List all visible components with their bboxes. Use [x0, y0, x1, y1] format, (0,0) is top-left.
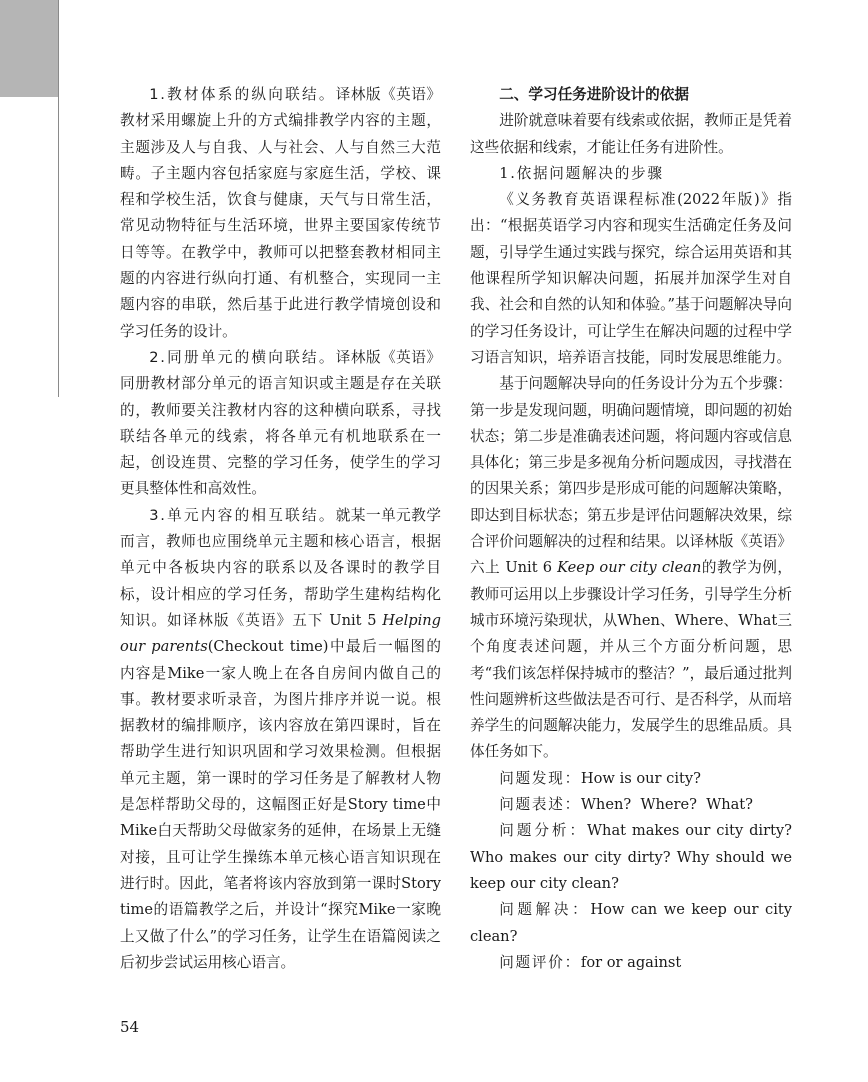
task-item: [470, 818, 792, 897]
unit-title: Keep our city clean: [557, 559, 702, 577]
task-label: 问题评价：: [499, 953, 581, 971]
paragraph-five-steps: [470, 371, 792, 765]
paragraph-lead: 2.同册单元的横向联结。: [149, 348, 336, 366]
paragraph-horizontal-link: [120, 345, 441, 503]
task-item: [470, 792, 792, 818]
section-title: 二、学习任务进阶设计的依据: [499, 86, 689, 103]
task-item: [470, 950, 792, 976]
right-column: [470, 82, 792, 976]
page-number: 54: [120, 1018, 140, 1036]
task-label: 问题发现：: [499, 769, 581, 787]
paragraph-text: (Checkout time)中最后一幅图的内容是Mike一家人晚上在各自房间内做自己的事。教材要求听录音，为图片排序并说一说。根据教材的编排顺序，该内容放在第四课时，旨在帮助学生进行知识巩固和学习效果检测。但根据单元主题，第一课时的学习任务是了解教材人物是怎样帮助父母的，这幅图正好是Story time中Mike白天帮助父母做家务的延伸，在场景上无缝对接，且可让学生操练本单元核心语言知识现在进行时。因此，笔者将该内容放到第一课时Story time的语篇教学之后，并设计“探究Mike一家晚上又做了什么”的学习任务，让学生在语篇阅读之后初步尝试运用核心语言。: [120, 638, 441, 971]
task-label: 问题表述：: [499, 796, 581, 814]
paragraph-lead: 1.教材体系的纵向联结。: [149, 86, 336, 103]
page-margin-rule: [58, 0, 59, 397]
paragraph-lead: 3.单元内容的相互联结。: [149, 506, 336, 524]
paragraph-text: 译林版《英语》教材采用螺旋上升的方式编排教学内容的主题，主题涉及人与自我、人与社会、人与自然三大范畴。子主题内容包括家庭与家庭生活，学校、课程和学校生活，饮食与健康，天气与日常生活，常见动物特征与生活环境，世界主要国家传统节日等等。在教学中，教师可以把整套教材相同主题的内容进行纵向打通、有机整合，实现同一主题内容的串联，然后基于此进行教学情境创设和学习任务的设计。: [120, 86, 441, 340]
left-column: [120, 82, 441, 976]
subsection-title: 1.依据问题解决的步骤: [499, 164, 664, 182]
unit-title: Helping our parents: [120, 611, 441, 656]
paragraph-standard-quote: 《义务教育英语课程标准(2022年版)》指出：“根据英语学习内容和现实生活确定任务及问题，引导学生通过实践与探究，综合运用英语和其他课程所学知识解决问题，拓展并加深学生对自我、社会和自然的认知和体验。”基于问题解决导向的学习任务设计，可让学生在解决问题的过程中学习语言知识，培养语言技能，同时发展思维能力。: [470, 191, 792, 366]
page-corner-tab: [0, 0, 58, 97]
task-item: [470, 766, 792, 792]
task-text: for or against: [580, 953, 682, 971]
paragraph-text: 的教学为例，教师可运用以上步骤设计学习任务，引导学生分析城市环境污染现状，从When、Where、What三个角度表述问题，并从三个方面分析问题，思考“我们该怎样保持城市的整洁？”，最后通过批判性问题辨析这些做法是否可行、是否科学，从而培养学生的问题解决能力，发展学生的思维品质。具体任务如下。: [470, 559, 792, 761]
paragraph-intro: 进阶就意味着要有线索或依据，教师正是凭着这些依据和线索，才能让任务有进阶性。: [470, 112, 792, 156]
task-text: How can we keep our city clean?: [470, 901, 792, 945]
task-item: [470, 897, 792, 950]
task-text: What makes our city dirty? Who makes our city dirty? Why should we keep our city clean?: [470, 822, 793, 892]
paragraph-text: 就某一单元教学而言，教师也应围绕单元主题和核心语言，根据单元中各板块内容的联系以及各课时的教学目标，设计相应的学习任务，帮助学生建构结构化知识。如译林版《英语》五下 Unit 5: [120, 506, 441, 629]
paragraph-unit-link: [120, 503, 441, 976]
task-label: 问题分析：: [499, 822, 588, 840]
task-label: 问题解决：: [499, 901, 591, 919]
paragraph-vertical-link: [120, 82, 441, 345]
paragraph-text: 基于问题解决导向的任务设计分为五个步骤：第一步是发现问题，明确问题情境，即问题的初始状态；第二步是准确表述问题，将问题内容或信息具体化；第三步是多视角分析问题成因，寻找潜在的因果关系；第四步是形成可能的问题解决策略，即达到目标状态；第五步是评估问题解决效果，综合评价问题解决的过程和结果。以译林版《英语》六上 Unit 6: [470, 375, 792, 577]
task-text: How is our city?: [580, 769, 701, 787]
task-text: When? Where? What?: [580, 796, 753, 814]
paragraph-text: 译林版《英语》同册教材部分单元的语言知识或主题是存在关联的，教师要关注教材内容的这种横向联系，寻找联结各单元的线索，将各单元有机地联系在一起，创设连贯、完整的学习任务，使学生的学习更具整体性和高效性。: [120, 348, 441, 498]
